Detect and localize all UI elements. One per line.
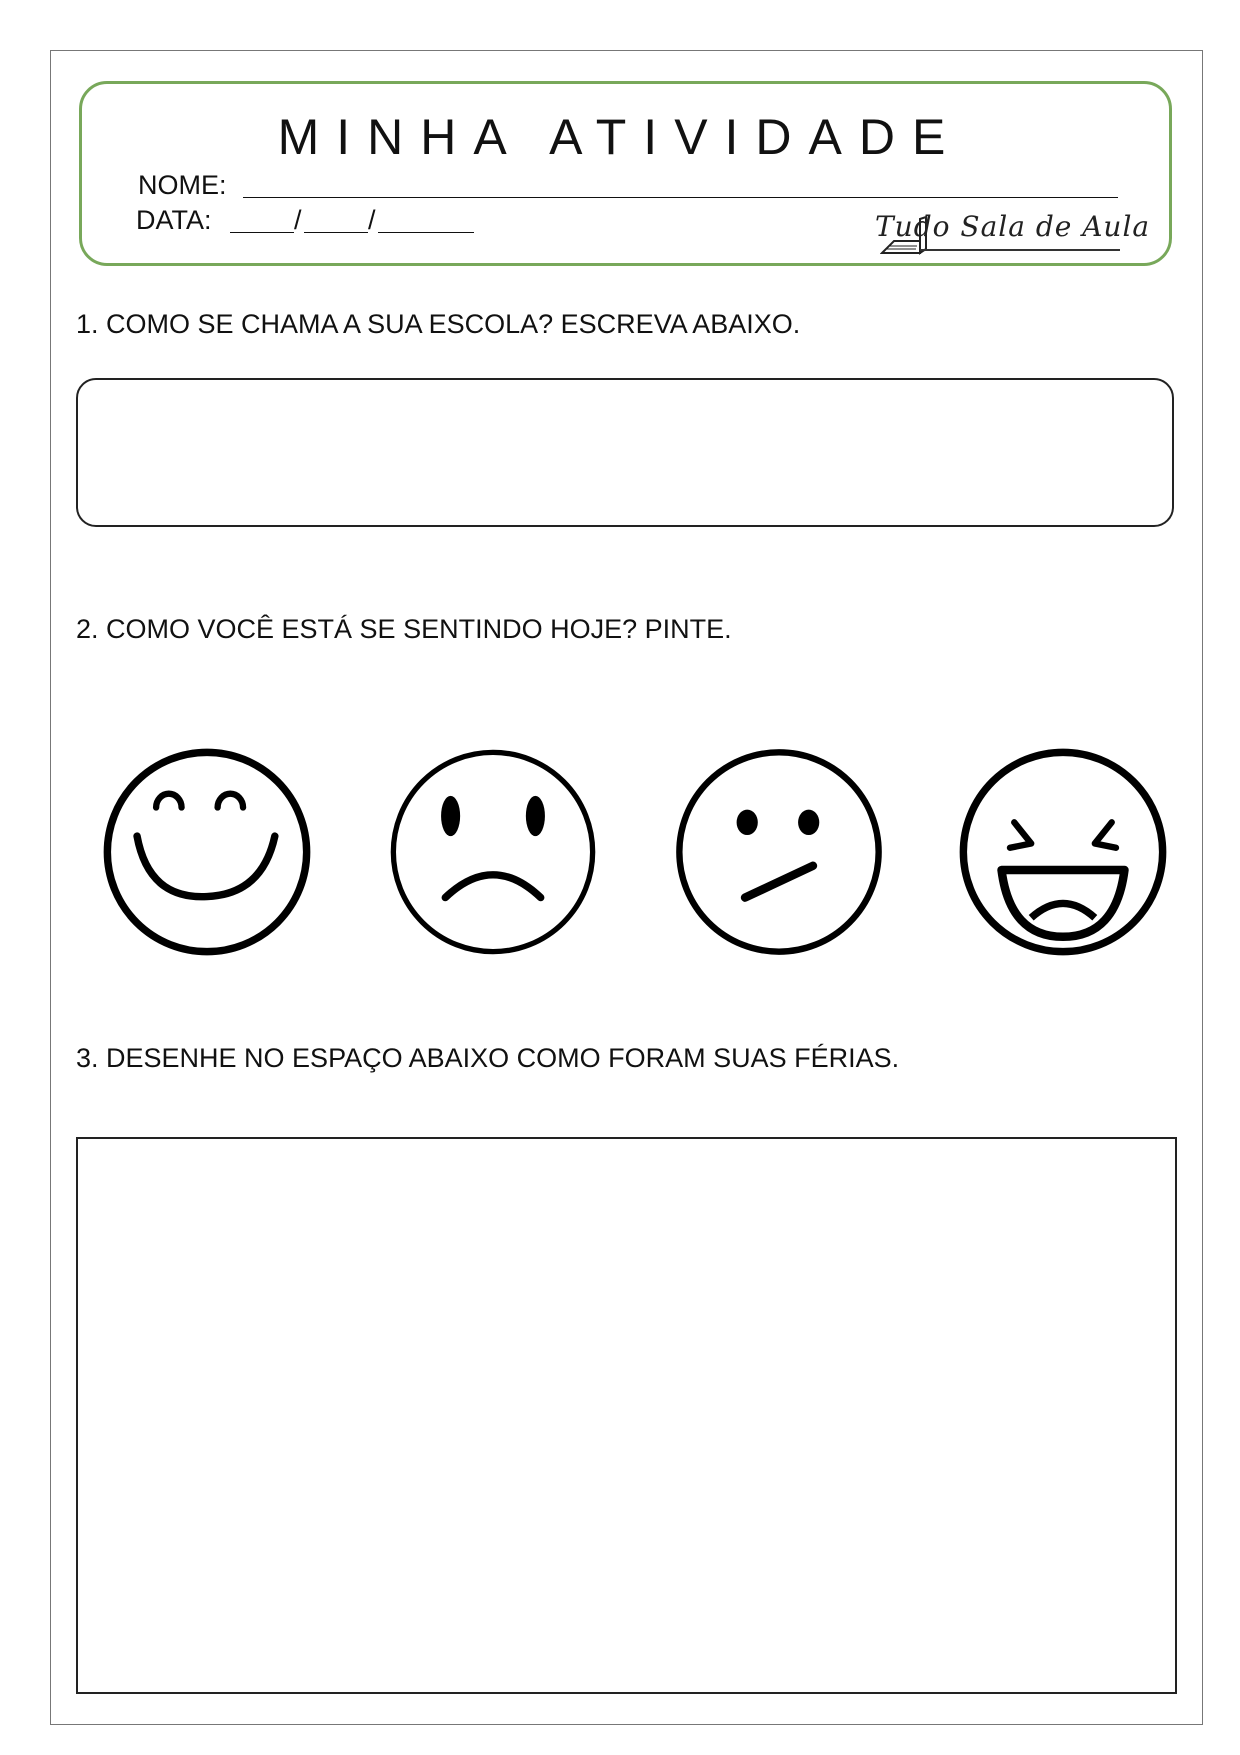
- happy-face-icon[interactable]: [101, 746, 313, 958]
- school-name-answer-box[interactable]: [76, 378, 1174, 527]
- date-separator: /: [294, 205, 302, 235]
- date-label: DATA:: [136, 205, 212, 235]
- date-month-line[interactable]: [304, 232, 368, 233]
- logo-text: Tudo Sala de Aula: [875, 210, 1151, 243]
- sad-face-icon[interactable]: [387, 746, 599, 958]
- question-2: 2. COMO VOCÊ ESTÁ SE SENTINDO HOJE? PINTE.: [76, 614, 732, 644]
- question-3: 3. DESENHE NO ESPAÇO ABAIXO COMO FORAM SUAS FÉRIAS.: [76, 1043, 900, 1073]
- date-day-line[interactable]: [230, 232, 294, 233]
- unsure-face-icon[interactable]: [673, 746, 885, 958]
- date-separator: /: [368, 205, 376, 235]
- name-label: NOME:: [138, 170, 227, 200]
- page-title: MINHA ATIVIDADE: [277, 109, 963, 165]
- logo-underline: [920, 249, 1120, 251]
- question-1: 1. COMO SE CHAMA A SUA ESCOLA? ESCREVA ABAIXO.: [76, 309, 801, 339]
- laughing-face-icon[interactable]: [957, 746, 1169, 958]
- name-input-line[interactable]: [243, 197, 1118, 198]
- drawing-answer-box[interactable]: [76, 1137, 1177, 1694]
- date-year-line[interactable]: [378, 232, 474, 233]
